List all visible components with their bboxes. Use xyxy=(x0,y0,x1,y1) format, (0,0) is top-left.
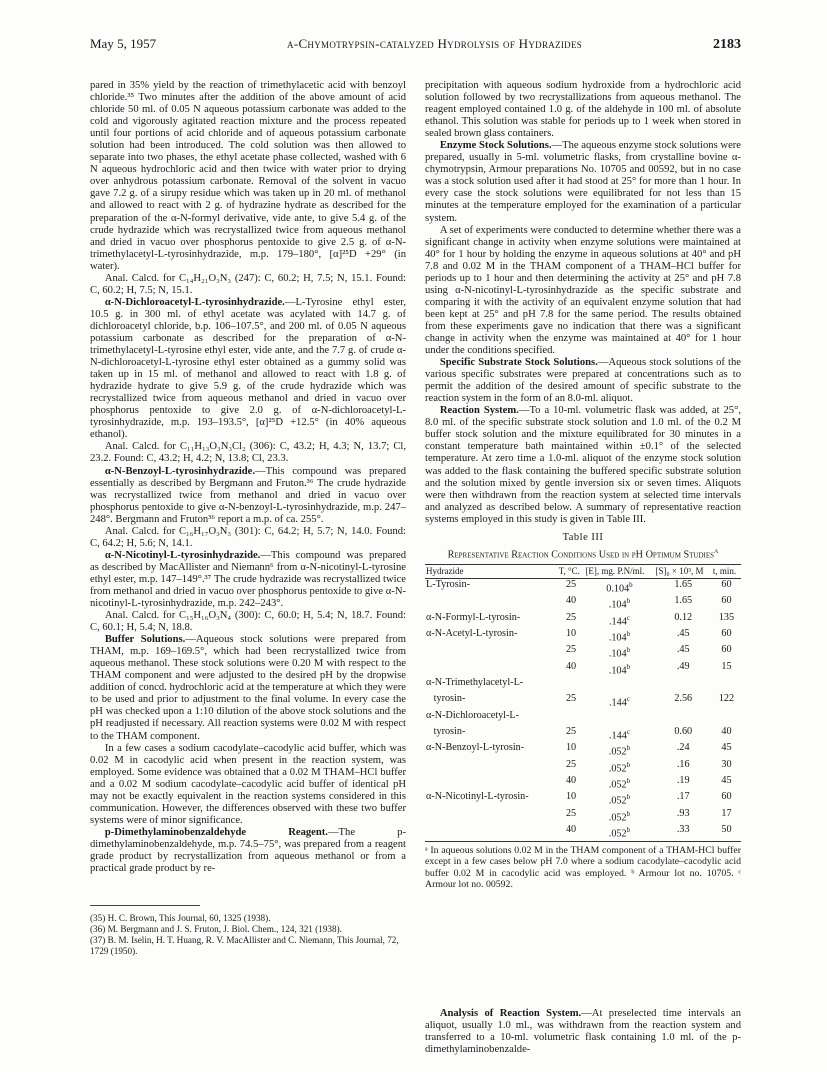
temperature-cell-value: 25 xyxy=(565,807,577,819)
enzyme-conc-cell xyxy=(584,775,654,791)
section-heading: Analysis of Reaction System. xyxy=(439,1008,582,1019)
hydrazide-cell-value: α-N-Benzoyl-L-tyrosin- xyxy=(426,742,525,754)
enzyme-conc-cell xyxy=(584,628,654,644)
lot-footnote-mark: b xyxy=(626,646,631,655)
enzyme-conc-cell-value: .052 xyxy=(608,763,627,774)
hydrazide-cell-value: α-N-Acetyl-L-tyrosin- xyxy=(426,627,518,639)
analysis-section xyxy=(425,1008,741,1056)
table-row xyxy=(425,791,741,807)
enzyme-conc-cell-value: .052 xyxy=(608,795,627,807)
enzyme-conc-cell-value: .052 xyxy=(608,812,627,824)
enzyme-conc-cell xyxy=(584,661,654,677)
running-title: α-Chymotrypsin-catalyzed Hydrolysis of Hydrazides xyxy=(287,36,583,51)
column-header: T, °C. xyxy=(558,564,585,578)
time-cell-value: 135 xyxy=(718,611,735,623)
lot-footnote-mark: b xyxy=(626,629,631,638)
enzyme-conc-cell xyxy=(584,677,654,693)
table-caption: Representative Reaction Conditions Used in pH Optimum Studies$^a$ xyxy=(447,544,719,561)
substrate-conc-cell-value: 1.65 xyxy=(674,595,693,607)
hydrazide-cell xyxy=(425,578,558,595)
enzyme-conc-cell xyxy=(584,742,654,758)
table-row xyxy=(425,726,741,742)
caption-footnote-mark: a xyxy=(714,544,719,555)
temperature-cell-value: 10 xyxy=(565,742,577,754)
hydrazide-cell-value: α-N-Trimethylacetyl-L- xyxy=(426,677,524,689)
substrate-conc-cell xyxy=(655,661,712,677)
table-row xyxy=(425,742,741,758)
time-cell xyxy=(712,808,741,824)
table-row xyxy=(425,628,741,644)
temperature-cell xyxy=(558,824,585,841)
lot-footnote-mark: b xyxy=(626,809,631,818)
header-date: May 5, 1957 xyxy=(90,36,157,51)
temperature-cell-value: 40 xyxy=(565,660,577,672)
substrate-conc-cell-value: .45 xyxy=(676,627,690,639)
enzyme-conc-cell xyxy=(584,644,654,660)
temperature-cell-value: 25 xyxy=(565,578,577,590)
analysis-paragraph: Anal. Calcd. for C₁₄H₂₁O₃N₃ (247): C, 60.2; H, 7.5; N, 15.1. Found: C, 60.2; H, 7.5; N, 15.1. xyxy=(90,272,406,296)
substrate-conc-cell xyxy=(655,595,712,611)
analysis-paragraph: Anal. Calcd. for C₁₁H₁₃O₃N₃Cl₂ (306): C, 43.2; H, 4.3; N, 13.7; Cl, 23.2. Found: C, 43.2; H, 4.2; N, 13.8; Cl, 23.3. xyxy=(90,441,406,465)
temperature-cell xyxy=(558,628,585,644)
time-cell xyxy=(712,742,741,758)
table-row xyxy=(425,759,741,775)
substrate-conc-cell xyxy=(655,791,712,807)
temperature-cell-value: 40 xyxy=(565,775,577,787)
temperature-cell xyxy=(558,775,585,791)
hydrazide-cell xyxy=(425,661,558,677)
time-cell-value: 45 xyxy=(721,742,732,754)
left-column xyxy=(90,80,406,875)
hydrazide-cell-value: tyrosin- xyxy=(426,725,466,737)
substrate-conc-cell-value: 0.12 xyxy=(674,611,693,623)
column-header: [S]₀ × 10³, M xyxy=(655,564,712,578)
hydrazide-cell-value: α-N-Formyl-L-tyrosin- xyxy=(426,611,521,623)
hydrazide-cell-value: α-N-Nicotinyl-L-tyrosin- xyxy=(426,791,529,803)
temperature-cell xyxy=(558,710,585,726)
temperature-cell-value: 25 xyxy=(565,644,577,656)
substrate-conc-cell-value: .49 xyxy=(676,660,690,672)
hydrazide-cell-value: L-Tyrosin- xyxy=(426,578,470,590)
substrate-conc-cell xyxy=(655,742,712,758)
section-heading: α-N-Benzoyl-L-tyrosinhydrazide. xyxy=(104,465,256,477)
hydrazide-cell xyxy=(425,726,558,742)
time-cell xyxy=(712,595,741,611)
section-paragraph: Enzyme Stock Solutions.—The aqueous enzyme stock solutions were prepared, usually in 5-ml. volumetric flasks, from crystalline bovine α-chymotrypsin, Armour preparations No. 10705 and 00592, but in no case was a stock solution used after it had stood at 25° for more than 1 hour. In every case the stock solutions were equilibrated for not less than 15 minutes at the temperature employed for the examination of a particular system. xyxy=(425,140,742,224)
hydrazide-cell xyxy=(425,791,558,807)
enzyme-conc-cell xyxy=(584,808,654,824)
hydrazide-cell xyxy=(425,775,558,791)
substrate-conc-cell-value: .45 xyxy=(676,644,690,656)
hydrazide-cell xyxy=(425,628,558,644)
section-paragraph: α-N-Benzoyl-L-tyrosinhydrazide.—This compound was prepared essentially as described by Bergmann and Fruton.³⁶ The crude hydrazide was recrystallized twice from methanol and dried in vacuo over phosphorus pentoxide to give α-N-benzoyl-L-tyrosinhydrazide, m.p. 247–248°. Bergmann and Fruton³⁶ report a m.p. of ca. 255°. xyxy=(90,465,406,525)
substrate-conc-cell-value: 1.65 xyxy=(674,578,693,590)
temperature-cell-value: 25 xyxy=(565,611,577,623)
temperature-cell xyxy=(558,661,585,677)
temperature-cell xyxy=(558,693,585,709)
substrate-conc-cell xyxy=(655,677,712,693)
lot-footnote-mark: c xyxy=(626,613,630,622)
enzyme-conc-cell-value: .104 xyxy=(608,632,627,644)
substrate-conc-cell xyxy=(655,612,712,628)
enzyme-conc-cell xyxy=(584,710,654,726)
time-cell xyxy=(712,791,741,807)
substrate-conc-cell-value: .24 xyxy=(676,742,690,754)
substrate-conc-cell xyxy=(655,710,712,726)
temperature-cell xyxy=(558,726,585,742)
temperature-cell xyxy=(558,595,585,611)
section-heading: α-N-Nicotinyl-L-tyrosinhydrazide. xyxy=(104,549,261,561)
hydrazide-cell xyxy=(425,595,558,611)
enzyme-conc-cell-value: .052 xyxy=(608,828,627,840)
section-heading: α-N-Dichloroacetyl-L-tyrosinhydrazide. xyxy=(104,296,285,308)
table-row xyxy=(425,775,741,791)
paragraph: In a few cases a sodium cacodylate–cacodylic acid buffer, which was 0.02 M in cacodylic acid when present in the reaction system, was employed. Some evidence was obtained that a 0.02 M THAM–HCl buffer and a 0.02 M sodium cacodylate–cacodylic acid buffer of identical pH may not be exactly equivalent in the reaction systems considered in this communication. However, the differences observed with these two buffer systems were of minor significance. xyxy=(90,742,406,826)
time-cell xyxy=(712,578,741,595)
enzyme-conc-cell-value: .104 xyxy=(608,648,627,660)
time-cell-value: 45 xyxy=(721,775,732,787)
enzyme-conc-cell-value: .144 xyxy=(608,697,627,709)
lot-footnote-mark: b xyxy=(626,597,631,606)
table-row xyxy=(425,644,741,660)
time-cell-value: 122 xyxy=(718,693,735,705)
column-header: Hydrazide xyxy=(425,564,558,578)
substrate-conc-cell-value: .33 xyxy=(676,824,690,836)
hydrazide-cell xyxy=(425,612,558,628)
table-row xyxy=(425,824,741,841)
lot-footnote-mark: b xyxy=(626,793,631,802)
hydrazide-cell xyxy=(425,644,558,660)
temperature-cell xyxy=(558,612,585,628)
time-cell xyxy=(712,677,741,693)
time-cell xyxy=(712,726,741,742)
substrate-conc-cell xyxy=(655,726,712,742)
column-header: t, min. xyxy=(712,564,741,578)
lot-footnote-mark: b xyxy=(626,760,631,769)
substrate-conc-cell-value: .93 xyxy=(676,807,690,819)
enzyme-conc-cell-value: .104 xyxy=(608,665,627,677)
enzyme-conc-cell-value: .052 xyxy=(608,746,627,758)
enzyme-conc-cell-value: 0.104 xyxy=(606,583,630,595)
enzyme-conc-cell xyxy=(584,726,654,742)
enzyme-conc-cell-value: .104 xyxy=(608,599,627,611)
table-row xyxy=(425,677,741,693)
temperature-cell-value: 40 xyxy=(565,595,577,607)
temperature-cell-value: 10 xyxy=(565,627,577,639)
time-cell-value: 60 xyxy=(721,791,732,803)
table-row xyxy=(425,578,741,595)
time-cell xyxy=(712,824,741,841)
section-paragraph: Buffer Solutions.—Aqueous stock solutions were prepared from THAM, m.p. 169–169.5°, which had been recrystallized twice from aqueous methanol. These stock solutions were 0.20 M with respect to the THAM component and were adjusted to the desired pH by the dropwise addition of concd. hydrochloric acid at the temperature at which they were to be used and prior to adjustment to the final volume. In every case the pH was checked upon a 1:10 dilution of the above stock solutions and the pH readjusted if necessary. All reaction systems were 0.02 M with respect to the THAM component. xyxy=(90,634,406,742)
section-heading: p-Dimethylaminobenzaldehyde Reagent. xyxy=(104,826,328,838)
hydrazide-cell xyxy=(425,710,558,726)
temperature-cell-value: 40 xyxy=(565,824,577,836)
table-title: Table III xyxy=(562,531,604,543)
column-header: [E], mg. P.N/ml. xyxy=(584,564,654,578)
temperature-cell xyxy=(558,759,585,775)
time-cell xyxy=(712,759,741,775)
time-cell-value: 60 xyxy=(721,595,732,607)
enzyme-conc-cell xyxy=(584,824,654,841)
table-row xyxy=(425,710,741,726)
section-heading: Specific Substrate Stock Solutions. xyxy=(439,357,598,369)
time-cell xyxy=(712,693,741,709)
time-cell-value: 60 xyxy=(721,627,732,639)
hydrazide-cell xyxy=(425,808,558,824)
analysis-paragraph: Anal. Calcd. for C₁₅H₁₆O₃N₄ (300): C, 60.0; H, 5.4; N, 18.7. Found: C, 60.1; H, 5.4; N, 18.8. xyxy=(90,610,406,634)
section-heading: Reaction System. xyxy=(439,405,519,417)
temperature-cell xyxy=(558,742,585,758)
paragraph: precipitation with aqueous sodium hydroxide from a hydrochloric acid solution followed by two recrystallizations from aqueous methanol. The reagent employed contained 1.0 g. of the aldehyde in 100 ml. of absolute ethanol. This solution was stable for periods up to 1 week when stored in sealed brown glass containers. xyxy=(425,80,741,140)
time-cell-value: 50 xyxy=(721,824,732,836)
section-heading: Enzyme Stock Solutions. xyxy=(439,140,552,152)
paragraph: pared in 35% yield by the reaction of trimethylacetic acid with benzoyl chloride.³⁵ Two minutes after the addition of the above amount of acid chloride 50 ml. of 0.05 N aqueous potassium carbonate was added to the cold and vigorously agitated reaction mixture and the process repeated until four portions of acid chloride and of aqueous potassium carbonate solution had been introduced. The cold solution was then allowed to separate into two phases, the ethyl acetate phase collected, washed with 6 N aqueous hydrochloric acid and then twice with water prior to drying over anhydrous potassium carbonate. Removal of the solvent in vacuo gave 7.2 g. of a sirupy residue which was taken up in 20 ml. of methanol and allowed to react with 2 g. of hydrazine hydrate as described for the preparation of the α-N-formyl derivative, vide ante, to give 5.4 g. of the crude hydrazide which was recrystallized twice from aqueous methanol and dried in vacuo over phosphorus pentoxide to give 2.5 g. of α-N-trimethylacetyl-L-tyrosinhydrazide, m.p. 179–180°, [α]²⁵D +29° (in water). xyxy=(90,80,406,272)
time-cell xyxy=(712,710,741,726)
substrate-conc-cell xyxy=(655,824,712,841)
enzyme-conc-cell-value: .052 xyxy=(608,779,627,791)
temperature-cell xyxy=(558,578,585,595)
hydrazide-cell xyxy=(425,759,558,775)
temperature-cell-value: 25 xyxy=(565,693,577,705)
section-paragraph: Analysis of Reaction System.—At preselected time intervals an aliquot, usually 1.0 ml., was withdrawn from the reaction system and transferred to a 10-ml. volumetric flask containing 1.0 ml. of the p-dimethylaminobenzalde- xyxy=(425,1008,741,1056)
reference-item: (36) M. Bergmann and J. S. Fruton, J. Biol. Chem., 124, 321 (1938). xyxy=(90,924,342,934)
table-header-row xyxy=(425,564,741,578)
section-paragraph: p-Dimethylaminobenzaldehyde Reagent.—The p-dimethylaminobenzaldehyde, m.p. 74.5–75°, was prepared from a reagent grade product by recrystallization from aqueous methanol or from a practical grade product by re- xyxy=(90,826,406,875)
enzyme-conc-cell xyxy=(584,612,654,628)
hydrazide-cell-value: tyrosin- xyxy=(426,693,466,705)
substrate-conc-cell xyxy=(655,693,712,709)
right-column xyxy=(425,80,741,891)
enzyme-conc-cell xyxy=(584,693,654,709)
substrate-conc-cell-value: 0.60 xyxy=(674,725,693,737)
substrate-conc-cell xyxy=(655,628,712,644)
footnote-rule xyxy=(90,905,200,906)
substrate-conc-cell xyxy=(655,775,712,791)
temperature-cell-value: 25 xyxy=(565,725,577,737)
page-number: 2183 xyxy=(713,37,741,52)
section-paragraph: Reaction System.—To a 10-ml. volumetric flask was added, at 25°, 8.0 ml. of the specific substrate stock solution and 1.0 ml. of the 0.2 M buffer stock solution and the mixture equilibrated for 30 minutes in a constant temperature bath maintained within ±0.1° of the selected temperature. At zero time a 1.0-ml. aliquot of the enzyme stock solution was added to the flask containing the buffered specific substrate solution and the solution mixed by gentle inversion six or seven times. Aliquots were then withdrawn from the reaction system at selected time intervals and analyzed as described below. A summary of representative reaction systems employed in this study is given in Table III. xyxy=(425,405,741,525)
lot-footnote-mark: b xyxy=(626,777,631,786)
substrate-conc-cell xyxy=(655,578,712,595)
substrate-conc-cell-value: .16 xyxy=(676,758,690,770)
page-header xyxy=(90,36,741,53)
lot-footnote-mark: c xyxy=(626,695,630,704)
reference-item: (35) H. C. Brown, This Journal, 60, 1325 (1938). xyxy=(90,913,271,923)
table-row xyxy=(425,612,741,628)
table-row xyxy=(425,808,741,824)
hydrazide-cell xyxy=(425,742,558,758)
substrate-conc-cell xyxy=(655,808,712,824)
section-heading: Buffer Solutions. xyxy=(104,634,186,646)
lot-footnote-mark: b xyxy=(629,580,633,589)
hydrazide-cell xyxy=(425,824,558,841)
substrate-conc-cell-value: 2.56 xyxy=(674,693,693,705)
temperature-cell-value: 10 xyxy=(565,791,577,803)
temperature-cell xyxy=(558,808,585,824)
time-cell-value: 60 xyxy=(721,644,732,656)
temperature-cell xyxy=(558,677,585,693)
substrate-conc-cell-value: .19 xyxy=(676,775,690,787)
conditions-table xyxy=(425,564,741,842)
time-cell xyxy=(712,775,741,791)
substrate-conc-cell-value: .17 xyxy=(676,791,690,803)
table-body xyxy=(425,578,741,841)
references xyxy=(90,913,406,957)
table-row xyxy=(425,595,741,611)
lot-footnote-mark: c xyxy=(626,727,630,736)
lot-footnote-mark: b xyxy=(626,662,631,671)
enzyme-conc-cell xyxy=(584,759,654,775)
reference-item: (37) B. M. Iselin, H. T. Huang, R. V. MacAllister and C. Niemann, This Journal, 72, 1729 (1950). xyxy=(90,935,399,956)
enzyme-conc-cell-value: .144 xyxy=(608,730,627,742)
temperature-cell xyxy=(558,644,585,660)
time-cell-value: 40 xyxy=(721,725,732,737)
substrate-conc-cell xyxy=(655,759,712,775)
time-cell-value: 60 xyxy=(721,578,732,590)
lot-footnote-mark: b xyxy=(626,744,631,753)
temperature-cell xyxy=(558,791,585,807)
section-paragraph: α-N-Dichloroacetyl-L-tyrosinhydrazide.—L-Tyrosine ethyl ester, 10.5 g. in 300 ml. of ethyl acetate was acylated with 14.7 g. of dichloroacetyl chloride, b.p. 106–107.5°, and 200 ml. of 0.05 N aqueous potassium carbonate as described for the preparation of α-N-trimethylacetyl-L-tyrosine ethyl ester, vide ante, and the 7.7 g. of crude α-N-dichloroacetyl-L-tyrosine ethyl ester obtained as a gummy solid was taken up in 15 ml. of methanol and allowed to react with 1.8 g. of hydrazide hydrate to give 5.9 g. of the crude hydrazide which was recrystallized twice from aqueous methanol and dried in vacuo over phosphorus pentoxide to give 2.0 g. of α-N-dichloroacetyl-L-tyrosinhydrazide, m.p. 193–193.5°, [α]²⁵D +12.5° (in 40% aqueous ethanol). xyxy=(90,296,406,441)
enzyme-conc-cell xyxy=(584,595,654,611)
hydrazide-cell xyxy=(425,677,558,693)
table-row xyxy=(425,693,741,709)
time-cell xyxy=(712,612,741,628)
enzyme-conc-cell-value: .144 xyxy=(608,615,627,627)
time-cell-value: 17 xyxy=(721,807,732,819)
time-cell-value: 15 xyxy=(721,660,732,672)
enzyme-conc-cell xyxy=(584,578,654,595)
table-footnote: ᵃ In aqueous solutions 0.02 M in the THAM component of a THAM-HCl buffer except in a few cases below pH 7.0 where a sodium cacodylate–cacodylic acid buffer 0.02 M in cacodylic acid was employed. ᵇ Armour lot no. 10705. ᶜ Armour lot no. 00592. xyxy=(425,844,741,891)
lot-footnote-mark: b xyxy=(626,826,631,835)
temperature-cell-value: 25 xyxy=(565,758,577,770)
hydrazide-cell-value: α-N-Dichloroacetyl-L- xyxy=(426,709,520,721)
substrate-conc-cell xyxy=(655,644,712,660)
hydrazide-cell xyxy=(425,693,558,709)
time-cell xyxy=(712,644,741,660)
paragraph: A set of experiments were conducted to determine whether there was a significant change in activity when enzyme solutions were maintained at 40° for 1 hour by holding the enzyme in aqueous solutions at 40° and pH 7.8 and 0.02 M in the THAM component of a THAM–HCl buffer for periods up to 1 hour and then determining the activity at 25° and pH 7.8 using α-N-nicotinyl-L-tyrosinhydrazide as the specific substrate and comparing it with the activity of an equivalent enzyme solution that had been kept at 25° and pH 7.8 for the same period. The results obtained from these experiments gave no indication that there was a significant change in activity when the enzyme was maintained at 40° for 1 hour under the conditions specified. xyxy=(425,224,741,357)
analysis-paragraph: Anal. Calcd. for C₁₆H₁₇O₃N₃ (301): C, 64.2; H, 5.7; N, 14.0. Found: C, 64.2; H, 5.6; N, 14.1. xyxy=(90,525,406,549)
table-row xyxy=(425,661,741,677)
time-cell-value: 30 xyxy=(721,758,732,770)
time-cell xyxy=(712,661,741,677)
time-cell xyxy=(712,628,741,644)
section-paragraph: Specific Substrate Stock Solutions.—Aqueous stock solutions of the various specific substrates were prepared at concentrations such as to permit the addition of the desired amount of specific substrate to the reaction system in the form of an 8.0-ml. aliquot. xyxy=(425,357,741,405)
section-paragraph: α-N-Nicotinyl-L-tyrosinhydrazide.—This compound was prepared as described by MacAllister and Niemann⁶ from α-N-nicotinyl-L-tyrosine ethyl ester, m.p. 147–149°.³⁷ The crude hydrazide was recrystallized twice from methanol and dried in vacuo over phosphorus pentoxide to give α-N-nicotinyl-L-tyrosinhydrazide, m.p. 242–243°. xyxy=(90,549,406,610)
enzyme-conc-cell xyxy=(584,791,654,807)
